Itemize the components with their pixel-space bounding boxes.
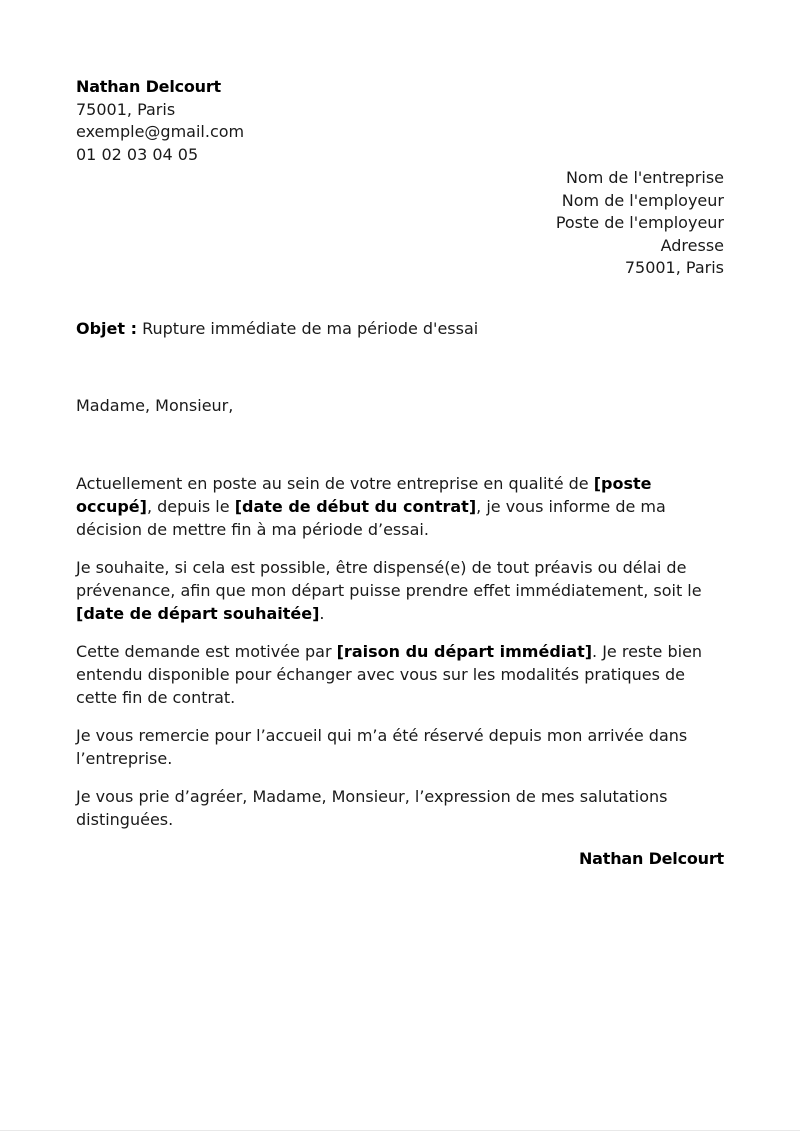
greeting: Madame, Monsieur,	[76, 396, 234, 415]
recipient-company: Nom de l'entreprise	[565, 168, 724, 187]
recipient-city: 75001, Paris	[624, 258, 724, 278]
sender-block	[76, 76, 244, 166]
paragraph-3-text-2: . Je reste bien entendu disponible pour échanger avec vous sur les modalités pratiques de cette fin de contrat.	[76, 642, 703, 707]
placeholder-position: [poste occupé]	[76, 474, 652, 516]
page-bottom-border	[0, 1130, 800, 1131]
sender-name: Nathan Delcourt	[76, 77, 222, 96]
paragraph-3	[76, 640, 726, 709]
subject-label: Objet :	[76, 319, 138, 338]
recipient-employer-name: Nom de l'employeur	[561, 190, 724, 210]
sender-city: 75001, Paris	[76, 99, 176, 119]
placeholder-departure-reason: [raison du départ immédiat]	[336, 642, 593, 661]
paragraph-2-text-2: .	[319, 604, 325, 623]
signature: Nathan Delcourt	[578, 849, 724, 868]
recipient-address: Adresse	[660, 235, 724, 255]
paragraph-5: Je vous prie d’agréer, Madame, Monsieur, l’expression de mes salutations distinguées.	[76, 787, 668, 829]
paragraph-4: Je vous remercie pour l’accueil qui m’a été réservé depuis mon arrivée dans l’entreprise.	[76, 726, 688, 768]
recipient-block	[556, 167, 724, 280]
paragraph-2	[76, 556, 726, 625]
placeholder-contract-start-date: [date de début du contrat]	[234, 497, 477, 516]
paragraph-1	[76, 472, 726, 541]
paragraph-1-text-3: , je vous informe de ma décision de mettre fin à ma période d’essai.	[76, 497, 666, 539]
paragraph-3-text-1: Cette demande est motivée par	[76, 642, 337, 661]
letter-body	[76, 472, 726, 846]
paragraph-1-text-1: Actuellement en poste au sein de votre entreprise en qualité de	[76, 474, 594, 493]
sender-phone: 01 02 03 04 05	[76, 144, 199, 164]
paragraph-2-text-1: Je souhaite, si cela est possible, être dispensé(e) de tout préavis ou délai de prévenance, afin que mon départ puisse prendre effet immédiatement, soit le	[76, 558, 702, 600]
paragraph-1-text-2: , depuis le	[146, 497, 235, 516]
subject-line	[76, 318, 478, 340]
recipient-employer-position: Poste de l'employeur	[555, 213, 724, 233]
placeholder-departure-date: [date de départ souhaitée]	[76, 604, 320, 623]
subject-text: Rupture immédiate de ma période d'essai	[137, 319, 479, 338]
sender-email: exemple@gmail.com	[76, 122, 245, 142]
